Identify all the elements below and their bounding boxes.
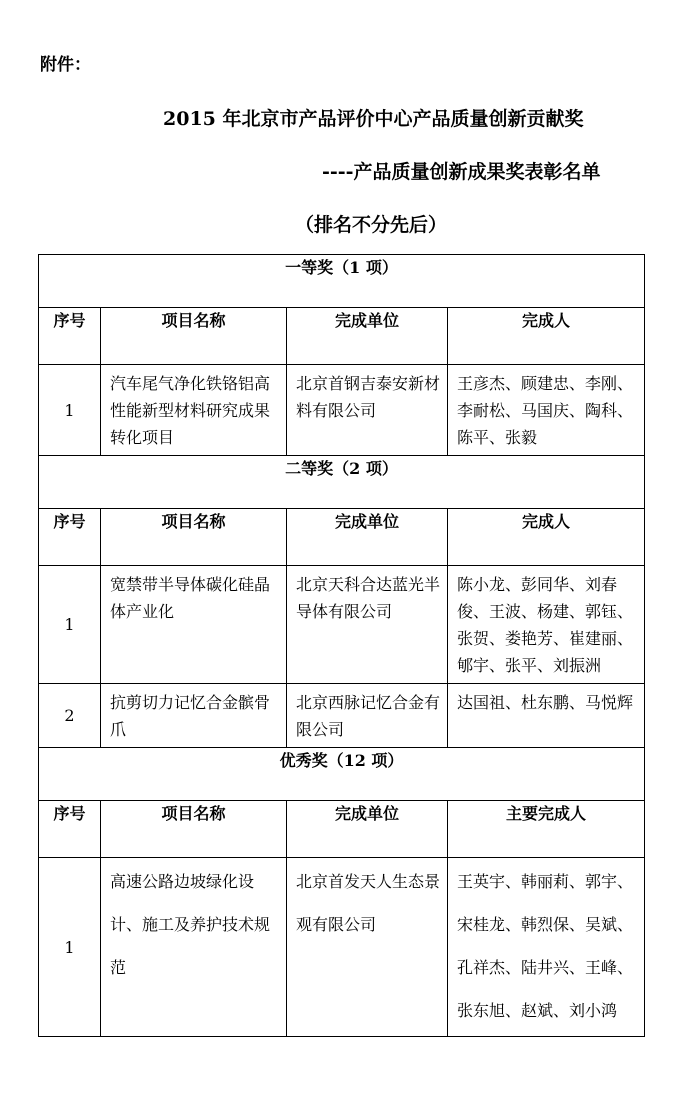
column-header-project: 项目名称 bbox=[101, 509, 287, 566]
section-heading: 二等奖（2 项） bbox=[39, 456, 645, 509]
table-row bbox=[39, 365, 645, 456]
section-heading: 一等奖（1 项） bbox=[39, 255, 645, 308]
completing-unit: 北京首发天人生态景观有限公司 bbox=[287, 858, 448, 1037]
section-heading-second-prize bbox=[39, 456, 645, 509]
document-title: 2015 年北京市产品评价中心产品质量创新贡献奖 bbox=[163, 108, 584, 130]
column-header-no: 序号 bbox=[39, 308, 101, 365]
project-name: 宽禁带半导体碳化硅晶体产业化 bbox=[101, 566, 287, 684]
completing-unit: 北京首钢吉泰安新材料有限公司 bbox=[287, 365, 448, 456]
table-row bbox=[39, 566, 645, 684]
column-header-unit: 完成单位 bbox=[287, 509, 448, 566]
attachment-label: 附件： bbox=[40, 55, 91, 75]
completing-people: 陈小龙、彭同华、刘春俊、王波、杨建、郭钰、张贺、娄艳芳、崔建丽、郇宇、张平、刘振洲 bbox=[448, 566, 645, 684]
row-number: 1 bbox=[39, 858, 101, 1037]
column-header-people: 完成人 bbox=[448, 308, 645, 365]
column-header-row bbox=[39, 308, 645, 365]
column-header-row bbox=[39, 801, 645, 858]
completing-people: 王英宇、韩丽莉、郭宇、宋桂龙、韩烈保、吴斌、孔祥杰、陆井兴、王峰、张东旭、赵斌、刘小鸿 bbox=[448, 858, 645, 1037]
table-row bbox=[39, 684, 645, 748]
column-header-people: 完成人 bbox=[448, 509, 645, 566]
completing-unit: 北京天科合达蓝光半导体有限公司 bbox=[287, 566, 448, 684]
row-number: 1 bbox=[39, 365, 101, 456]
project-name: 高速公路边坡绿化设计、施工及养护技术规范 bbox=[101, 858, 287, 1037]
column-header-people: 主要完成人 bbox=[448, 801, 645, 858]
column-header-project: 项目名称 bbox=[101, 801, 287, 858]
column-header-no: 序号 bbox=[39, 509, 101, 566]
awards-table bbox=[38, 254, 645, 1037]
ranking-note: （排名不分先后） bbox=[295, 214, 448, 236]
completing-people: 王彦杰、顾建忠、李刚、李耐松、马国庆、陶科、陈平、张毅 bbox=[448, 365, 645, 456]
document-subtitle: ----产品质量创新成果奖表彰名单 bbox=[322, 161, 601, 183]
completing-unit: 北京西脉记忆合金有限公司 bbox=[287, 684, 448, 748]
completing-people: 达国祖、杜东鹏、马悦辉 bbox=[448, 684, 645, 748]
column-header-project: 项目名称 bbox=[101, 308, 287, 365]
project-name: 抗剪切力记忆合金髌骨爪 bbox=[101, 684, 287, 748]
row-number: 2 bbox=[39, 684, 101, 748]
column-header-unit: 完成单位 bbox=[287, 801, 448, 858]
section-heading-excellence-award bbox=[39, 748, 645, 801]
table-row bbox=[39, 858, 645, 1037]
project-name: 汽车尾气净化铁铬铝高性能新型材料研究成果转化项目 bbox=[101, 365, 287, 456]
column-header-no: 序号 bbox=[39, 801, 101, 858]
section-heading: 优秀奖（12 项） bbox=[39, 748, 645, 801]
column-header-row bbox=[39, 509, 645, 566]
column-header-unit: 完成单位 bbox=[287, 308, 448, 365]
section-heading-first-prize bbox=[39, 255, 645, 308]
row-number: 1 bbox=[39, 566, 101, 684]
